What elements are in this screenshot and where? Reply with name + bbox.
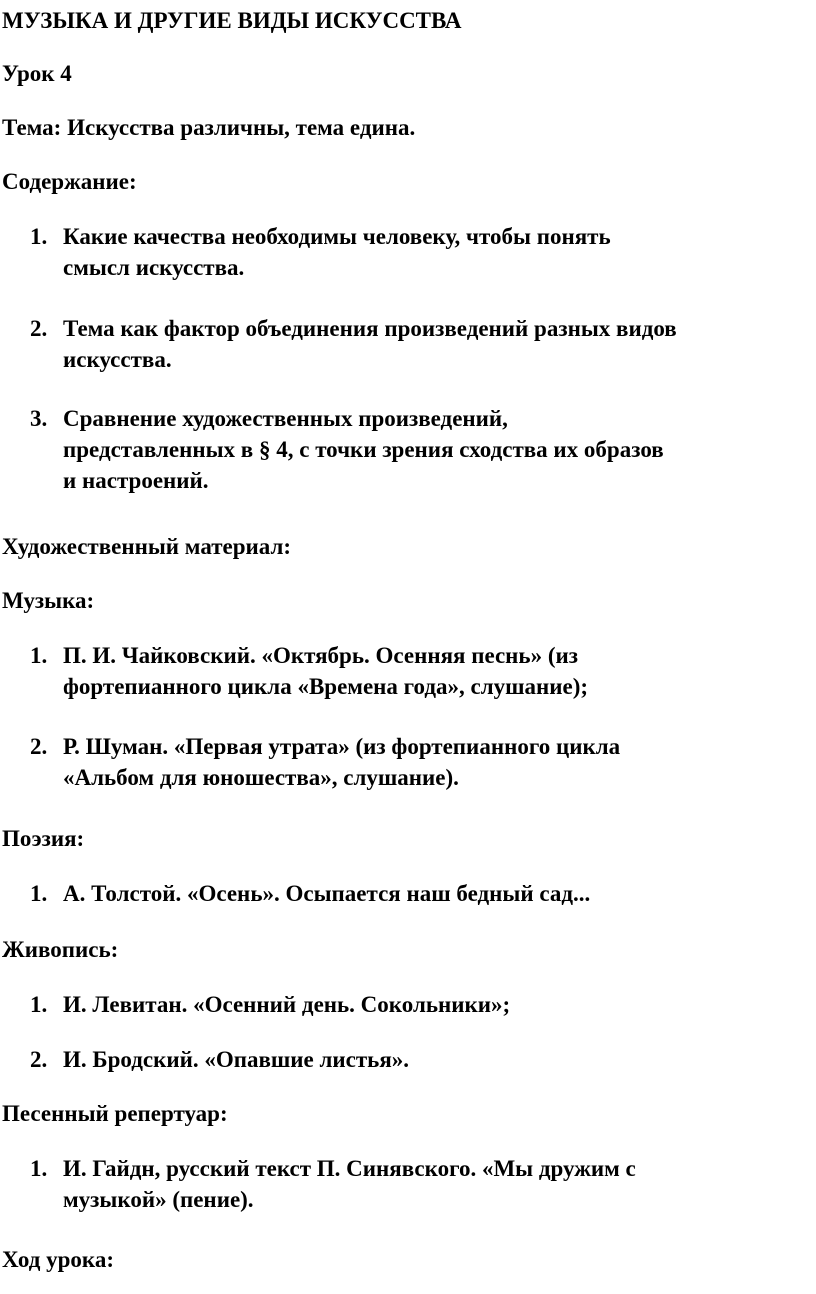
music-item-1: [30, 640, 814, 702]
poetry-item-1: [30, 878, 814, 909]
list-line: фортепианного цикла «Времена года», слушание);: [63, 674, 589, 699]
list-line: «Альбом для юношества», слушание).: [63, 765, 459, 790]
list-line: и настроений.: [63, 468, 209, 493]
song-heading: Песенный репертуар:: [2, 1101, 228, 1126]
list-line: смысл искусства.: [63, 255, 245, 280]
music-heading: Музыка:: [2, 588, 95, 613]
song-item-1: [30, 1153, 814, 1215]
content-item-1: [30, 221, 814, 283]
list-line: искусства.: [63, 347, 172, 372]
lesson-number: Урок 4: [2, 61, 72, 86]
list-line: И. Бродский. «Опавшие листья».: [63, 1047, 410, 1072]
list-line: Сравнение художественных произведений,: [63, 406, 508, 431]
material-heading: Художественный материал:: [2, 534, 292, 559]
lesson-flow-heading: Ход урока:: [2, 1247, 114, 1272]
list-number: 2.: [30, 316, 48, 341]
poetry-heading: Поэзия:: [2, 826, 85, 851]
list-number: 2.: [30, 1047, 48, 1072]
list-number: 1.: [30, 881, 48, 906]
list-line: А. Толстой. «Осень». Осыпается наш бедный сад...: [63, 881, 591, 906]
painting-item-1: [30, 989, 814, 1020]
list-number: 1.: [30, 992, 48, 1017]
list-line: представленных в § 4, с точки зрения сходства их образов: [63, 437, 664, 462]
list-number: 1.: [30, 224, 48, 249]
list-line: Тема как фактор объединения произведений разных видов: [63, 316, 677, 341]
content-item-3: [30, 403, 814, 496]
list-line: Р. Шуман. «Первая утрата» (из фортепианного цикла: [63, 734, 621, 759]
music-item-2: [30, 731, 814, 793]
painting-heading: Живопись:: [2, 937, 119, 962]
list-number: 3.: [30, 406, 48, 431]
content-heading: Содержание:: [2, 169, 137, 194]
list-number: 1.: [30, 1156, 48, 1181]
list-line: И. Гайдн, русский текст П. Синявского. «Мы дружим с: [63, 1156, 636, 1181]
content-item-2: [30, 313, 814, 375]
list-line: музыкой» (пение).: [63, 1187, 254, 1212]
list-line: Какие качества необходимы человеку, чтобы понять: [63, 224, 611, 249]
list-number: 2.: [30, 734, 48, 759]
list-number: 1.: [30, 643, 48, 668]
list-line: И. Левитан. «Осенний день. Сокольники»;: [63, 992, 511, 1017]
painting-item-2: [30, 1044, 814, 1075]
lesson-theme: Тема: Искусства различны, тема едина.: [2, 115, 416, 140]
list-line: П. И. Чайковский. «Октябрь. Осенняя песнь» (из: [63, 643, 578, 668]
document-title: МУЗЫКА И ДРУГИЕ ВИДЫ ИСКУССТВА: [2, 8, 462, 33]
